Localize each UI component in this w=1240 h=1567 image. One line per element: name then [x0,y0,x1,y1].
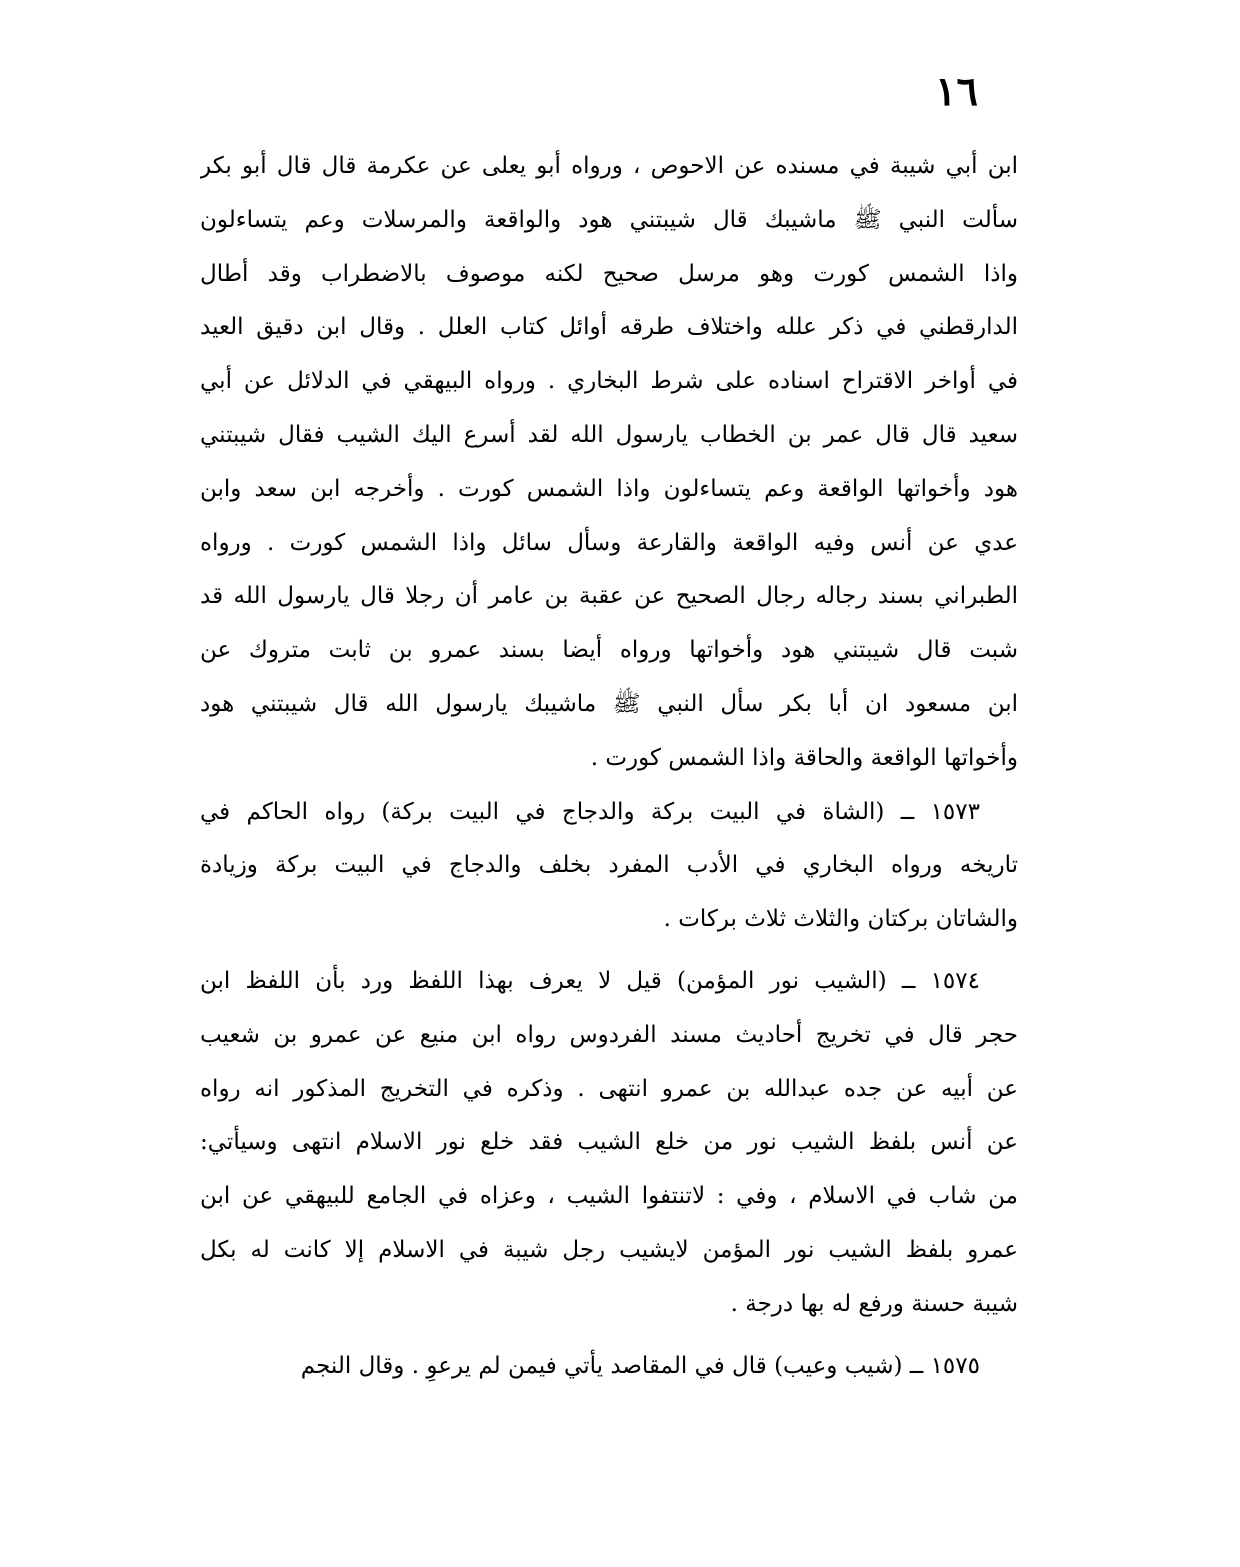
text-line: سعيد قال قال عمر بن الخطاب يارسول الله لقد أسرع اليك الشيب فقال شيبتني [200,421,1018,448]
text-line: حجر قال في تخريج أحاديث مسند الفردوس رواه ابن منيع عن عمرو بن شعيب [200,1021,1018,1048]
text-line: سألت النبي ﷺ ماشيبك قال شيبتني هود والواقعة والمرسلات وعم يتساءلون [200,206,1018,233]
text-line: تاريخه ورواه البخاري في الأدب المفرد بخلف والدجاج في البيت بركة وزيادة [200,852,1018,879]
text-line: والشاتان بركتان والثلاث ثلاث بركات . [663,906,1018,933]
text-line: واذا الشمس كورت وهو مرسل صحيح لكنه موصوف بالاضطراب وقد أطال [200,260,1018,287]
text-line: ١٥٧٤ ــ (الشيب نور المؤمن) قيل لا يعرف بهذا اللفظ ورد بأن اللفظ ابن [200,967,980,994]
body-text [200,140,1018,1393]
text-line: في أواخر الاقتراح اسناده على شرط البخاري . ورواه البيهقي في الدلائل عن أبي [200,368,1018,395]
text-line: شيبة حسنة ورفع له بها درجة . [730,1290,1018,1317]
text-line: عن أبيه عن جده عبدالله بن عمرو انتهى . وذكره في التخريج المذكور انه رواه [200,1075,1018,1102]
text-line: ابن أبي شيبة في مسنده عن الاحوص ، ورواه أبو يعلى عن عكرمة قال قال أبو بكر [200,153,1018,179]
text-line: عدي عن أنس وفيه الواقعة والقارعة وسأل سائل واذا الشمس كورت . ورواه [200,529,1018,556]
text-line: عمرو بلفظ الشيب نور المؤمن لايشيب رجل شيبة في الاسلام إلا كانت له بكل [200,1236,1018,1263]
text-line: الدارقطني في ذكر علله واختلاف طرقه أوائل كتاب العلل . وقال ابن دقيق العيد [200,314,1018,341]
text-line: ابن مسعود ان أبا بكر سأل النبي ﷺ ماشيبك يارسول الله قال شيبتني هود [200,690,1018,717]
text-line: ١٥٧٣ ــ (الشاة في البيت بركة والدجاج في البيت بركة) رواه الحاكم في [200,798,980,825]
text-line: وأخواتها الواقعة والحاقة واذا الشمس كورت . [590,744,1018,771]
page-number: ١٦ [935,68,978,115]
text-line: هود وأخواتها الواقعة وعم يتساءلون واذا الشمس كورت . وأخرجه ابن سعد وابن [200,475,1018,502]
text-line: ١٥٧٥ ــ (شيب وعيب) قال في المقاصد يأتي فيمن لم يرعوِ . وقال النجم [300,1352,980,1379]
text-line: عن أنس بلفظ الشيب نور من خلع الشيب فقد خلع نور الاسلام انتهى وسيأتي: [200,1129,1018,1156]
text-line: شبت قال شيبتني هود وأخواتها ورواه أيضا بسند عمرو بن ثابت متروك عن [200,637,1018,664]
text-line: الطبراني بسند رجاله رجال الصحيح عن عقبة بن عامر أن رجلا قال يارسول الله قد [200,583,1018,610]
text-line: من شاب في الاسلام ، وفي : لاتنتفوا الشيب ، وعزاه في الجامع للبيهقي عن ابن [200,1183,1018,1210]
